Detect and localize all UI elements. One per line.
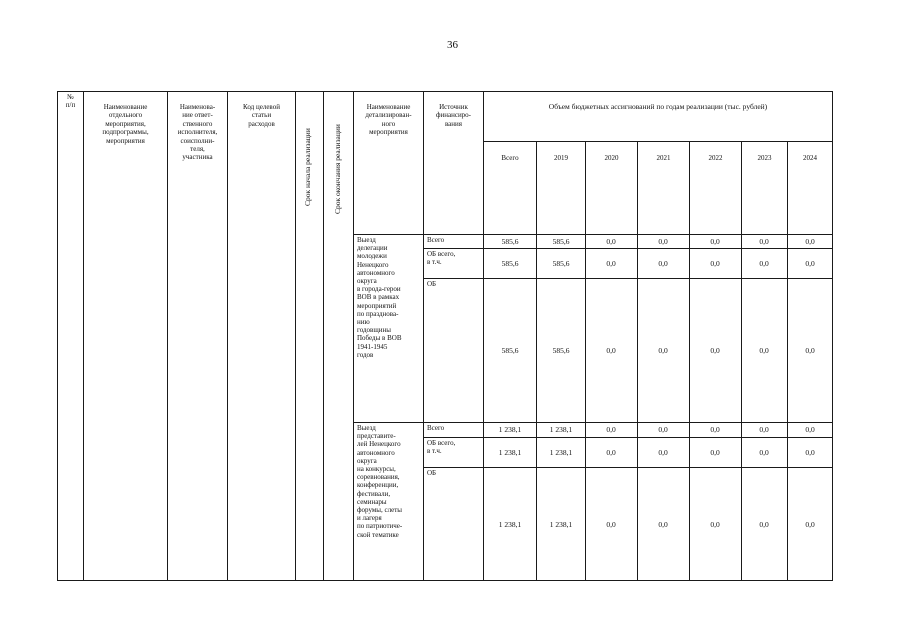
b2r3-2021: 0,0 [658,520,668,529]
block1-row1-divider [423,248,833,249]
b1r1-2022: 0,0 [710,237,720,246]
b2r1-total: 1 238,1 [498,425,522,434]
year-2020: 2020 [604,154,619,162]
b1r2-2024: 0,0 [805,259,815,268]
block2-name: Выезд представите- лей Ненецкого автономного округа на конкурсы, соревнования, конференции, фестивали, семинары форумы, слеты и лагеря по патриотиче- ской тематике [357,424,403,539]
b2r2-2021: 0,0 [658,448,668,457]
block1-source-ob-total: ОБ всего, в т.ч. [427,250,456,267]
b1r3-total: 585,6 [501,346,519,355]
block2-row1-divider [423,437,833,438]
col-border-2023 [787,141,788,581]
b1r2-2020: 0,0 [606,259,616,268]
block1-source-ob: ОБ [427,280,437,288]
year-2024: 2024 [803,154,817,162]
col-border-source [483,91,484,581]
b2r1-2020: 0,0 [606,425,616,434]
col-border-event [167,91,168,581]
header-bottom-border [353,234,833,235]
table-top-border [57,91,833,92]
b1r2-2019: 585,6 [552,259,570,268]
year-2019: 2019 [554,154,568,162]
b2r2-2022: 0,0 [710,448,720,457]
col-border-2022 [741,141,742,581]
b1r2-2023: 0,0 [759,259,769,268]
b1r1-2023: 0,0 [759,237,769,246]
b2r2-2019: 1 238,1 [549,448,573,457]
b2r1-2023: 0,0 [759,425,769,434]
b2r3-2024: 0,0 [805,520,815,529]
b2r2-2023: 0,0 [759,448,769,457]
b1r1-total: 585,6 [501,237,519,246]
col-border-2019 [585,141,586,581]
block2-source-ob: ОБ [427,469,437,477]
b1r3-2020: 0,0 [606,346,616,355]
b1r2-2021: 0,0 [658,259,668,268]
block2-source-ob-total: ОБ всего, в т.ч. [427,439,456,456]
b2r2-2024: 0,0 [805,448,815,457]
year-2023: 2023 [757,154,772,162]
header-end-term: Срок окончания реализации [333,124,342,214]
b2r1-2021: 0,0 [658,425,668,434]
b2r2-total: 1 238,1 [498,448,522,457]
b2r1-2019: 1 238,1 [549,425,573,434]
block-separator [353,422,833,423]
b2r1-2022: 0,0 [710,425,720,434]
b1r2-total: 585,6 [501,259,519,268]
b1r1-2020: 0,0 [606,237,616,246]
b1r3-2023: 0,0 [759,346,769,355]
year-total: Всего [501,154,519,162]
header-target-code: Код целевой статьи расходов [243,103,280,128]
b1r1-2019: 585,6 [552,237,570,246]
b2r3-2023: 0,0 [759,520,769,529]
table-bottom-border [57,580,833,581]
b1r1-2021: 0,0 [658,237,668,246]
b2r3-2022: 0,0 [710,520,720,529]
col-border-start [323,91,324,581]
header-num: № п/п [65,93,76,110]
header-executor: Наименова- ние ответ- ственного исполнителя, соисполни- теля, участника [177,103,218,162]
b2r3-total: 1 238,1 [498,520,522,529]
block1-source-total: Всего [427,236,445,244]
col-border-right [832,91,833,581]
year-2022: 2022 [708,154,723,162]
header-source: Источник финансиро- вания [435,103,472,128]
b2r1-2024: 0,0 [805,425,815,434]
b2r2-2020: 0,0 [606,448,616,457]
col-border-end [353,91,354,581]
b2r3-2020: 0,0 [606,520,616,529]
block1-name: Выезд делегации молодежи Ненецкого автономного округа в города-герои ВОВ в рамках мероприятий по празднова- нию годовщины Победы в ВОВ 1941-1945 годов [357,236,402,359]
b1r1-2024: 0,0 [805,237,815,246]
header-start-term: Срок начала реализации [303,128,312,206]
b1r3-2024: 0,0 [805,346,815,355]
b1r2-2022: 0,0 [710,259,720,268]
col-border-detail [423,91,424,581]
header-budget: Объем бюджетных ассигнований по годам реализации (тыс. рублей) [548,102,768,111]
b2r3-2019: 1 238,1 [549,520,573,529]
col-border-executor [227,91,228,581]
year-2021: 2021 [656,154,671,162]
block1-row2-divider [423,278,833,279]
block2-source-total: Всего [427,424,445,432]
col-border-2020 [637,141,638,581]
b1r3-2019: 585,6 [552,346,570,355]
col-border-2021 [689,141,690,581]
header-detail-name: Наименование детализирован- ного мероприятия [365,103,412,137]
header-event-name: Наименование отдельного мероприятия, подпрограммы, мероприятия [102,103,149,145]
page-number: 36 [447,39,458,51]
block2-row2-divider [423,467,833,468]
col-border-num [83,91,84,581]
b1r3-2021: 0,0 [658,346,668,355]
col-border-total [536,141,537,581]
col-border-left [57,91,58,581]
col-border-code [295,91,296,581]
b1r3-2022: 0,0 [710,346,720,355]
